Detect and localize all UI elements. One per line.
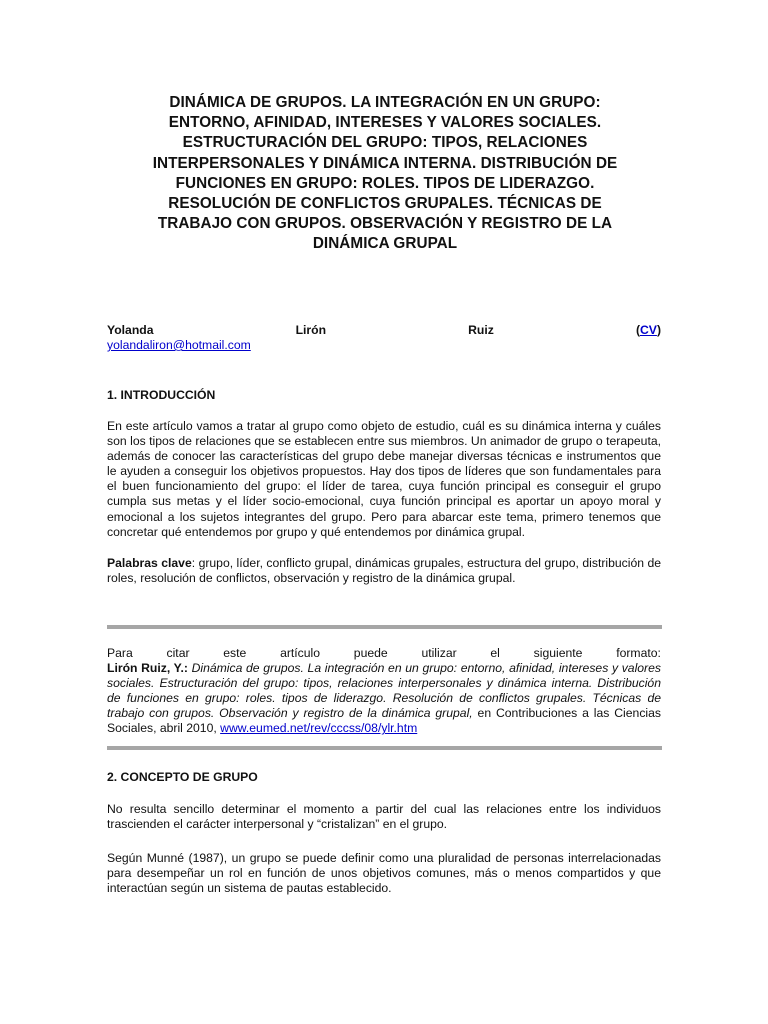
- title-line: RESOLUCIÓN DE CONFLICTOS GRUPALES. TÉCNICAS DE: [168, 195, 602, 213]
- citation-word: citar: [166, 646, 190, 660]
- keywords-paragraph: [107, 556, 661, 586]
- title-line: DINÁMICA DE GRUPOS. LA INTEGRACIÓN EN UN GRUPO:: [169, 94, 601, 111]
- citation-source: en Contribuciones a las Ciencias Sociales, abril 2010,: [107, 706, 661, 736]
- keywords-text: : grupo, líder, conflicto grupal, dinámicas grupales, estructura del grupo, distribución de roles, resolución de conflictos, observación y registro de la dinámica grupal.: [107, 556, 661, 586]
- concepto-paragraph-1: No resulta sencillo determinar el momento a partir del cual las relaciones entre los individuos trascienden el carácter interpersonal y “cristalizan” en el grupo.: [107, 802, 661, 832]
- cv-link[interactable]: CV: [640, 323, 657, 337]
- citation-top-rule: [107, 625, 662, 629]
- citation-word: artículo: [280, 646, 321, 660]
- intro-paragraph: En este artículo vamos a tratar al grupo como objeto de estudio, cuál es su dinámica interna y cuáles son los tipos de relaciones que se establecen entre sus miembros. Un animador de grupo o terapeuta, además de conocer las características del grupo debe manejar diversas técnicas e instrumentos que le ayuden a conseguir los objetivos propuestos. Hay dos tipos de líderes que son fundamentales para el buen funcionamiento del grupo: el líder de tarea, cuya función principal es conseguir el grupo cumpla sus metas y el líder socio-emocional, cuya función principal es aportar un apoyo moral y emocional a los sujetos integrantes del grupo. Pero para abarcar este tema, primero tenemos que concretar qué entendemos por grupo y qué entendemos por dinámica grupal.: [107, 419, 661, 539]
- author-first-name: Yolanda: [107, 323, 154, 337]
- cv-open-paren: (: [635, 323, 640, 337]
- author-line: [107, 323, 661, 337]
- citation-url-link[interactable]: www.eumed.net/rev/cccss/08/ylr.htm: [220, 721, 418, 736]
- citation-intro-line: [107, 646, 661, 661]
- author-last-name-2: Ruiz: [468, 323, 494, 337]
- author-last-name-1: Lirón: [295, 323, 327, 337]
- citation-word: puede: [353, 646, 388, 660]
- citation-word: Para: [107, 646, 133, 660]
- author-email-link[interactable]: yolandaliron@hotmail.com: [107, 338, 251, 352]
- citation-title: Dinámica de grupos. La integración en un grupo: entorno, afinidad, intereses y valores sociales. Estructuración del grupo: tipos, relaciones interpersonales y dinámica interna. Distribución de funciones en grupo: roles. tipos de liderazgo. Resolución de conflictos grupales. Técnicas de trabajo con grupos. Observación y registro de la dinámica grupal,: [107, 661, 661, 721]
- concepto-paragraph-2: Según Munné (1987), un grupo se puede definir como una pluralidad de personas interrelacionadas para desempeñar un rol en función de unos objetivos comunes, más o menos compartidos y que interactúan según un sistema de pautas establecido.: [107, 851, 661, 896]
- citation-word: formato:: [616, 646, 661, 660]
- title-line: DINÁMICA GRUPAL: [312, 235, 458, 253]
- title-line: FUNCIONES EN GRUPO: ROLES. TIPOS DE LIDERAZGO.: [175, 174, 595, 192]
- citation-reference: [107, 661, 661, 736]
- section-heading-introduccion: 1. INTRODUCCIÓN: [107, 388, 216, 402]
- keywords-label: Palabras clave: [107, 556, 192, 570]
- title-line: ENTORNO, AFINIDAD, INTERESES Y VALORES SOCIALES.: [168, 114, 602, 132]
- section-heading-concepto-de-grupo: 2. CONCEPTO DE GRUPO: [107, 770, 258, 784]
- title-line: INTERPERSONALES Y DINÁMICA INTERNA. DISTRIBUCIÓN DE: [152, 154, 618, 172]
- citation-word: el: [490, 646, 500, 660]
- citation-word: este: [223, 646, 247, 660]
- citation-word: siguiente: [533, 646, 583, 660]
- title-line: ESTRUCTURACIÓN DEL GRUPO: TIPOS, RELACIONES: [182, 134, 588, 152]
- cv-group: [636, 323, 661, 337]
- citation-author: Lirón Ruiz, Y.:: [107, 661, 188, 676]
- citation-block: [107, 646, 661, 737]
- title-line: TRABAJO CON GRUPOS. OBSERVACIÓN Y REGISTRO DE LA: [157, 215, 613, 233]
- citation-word: utilizar: [421, 646, 457, 660]
- document-title: [110, 93, 660, 255]
- cv-close-paren: ): [656, 323, 661, 337]
- citation-bottom-rule: [107, 746, 662, 750]
